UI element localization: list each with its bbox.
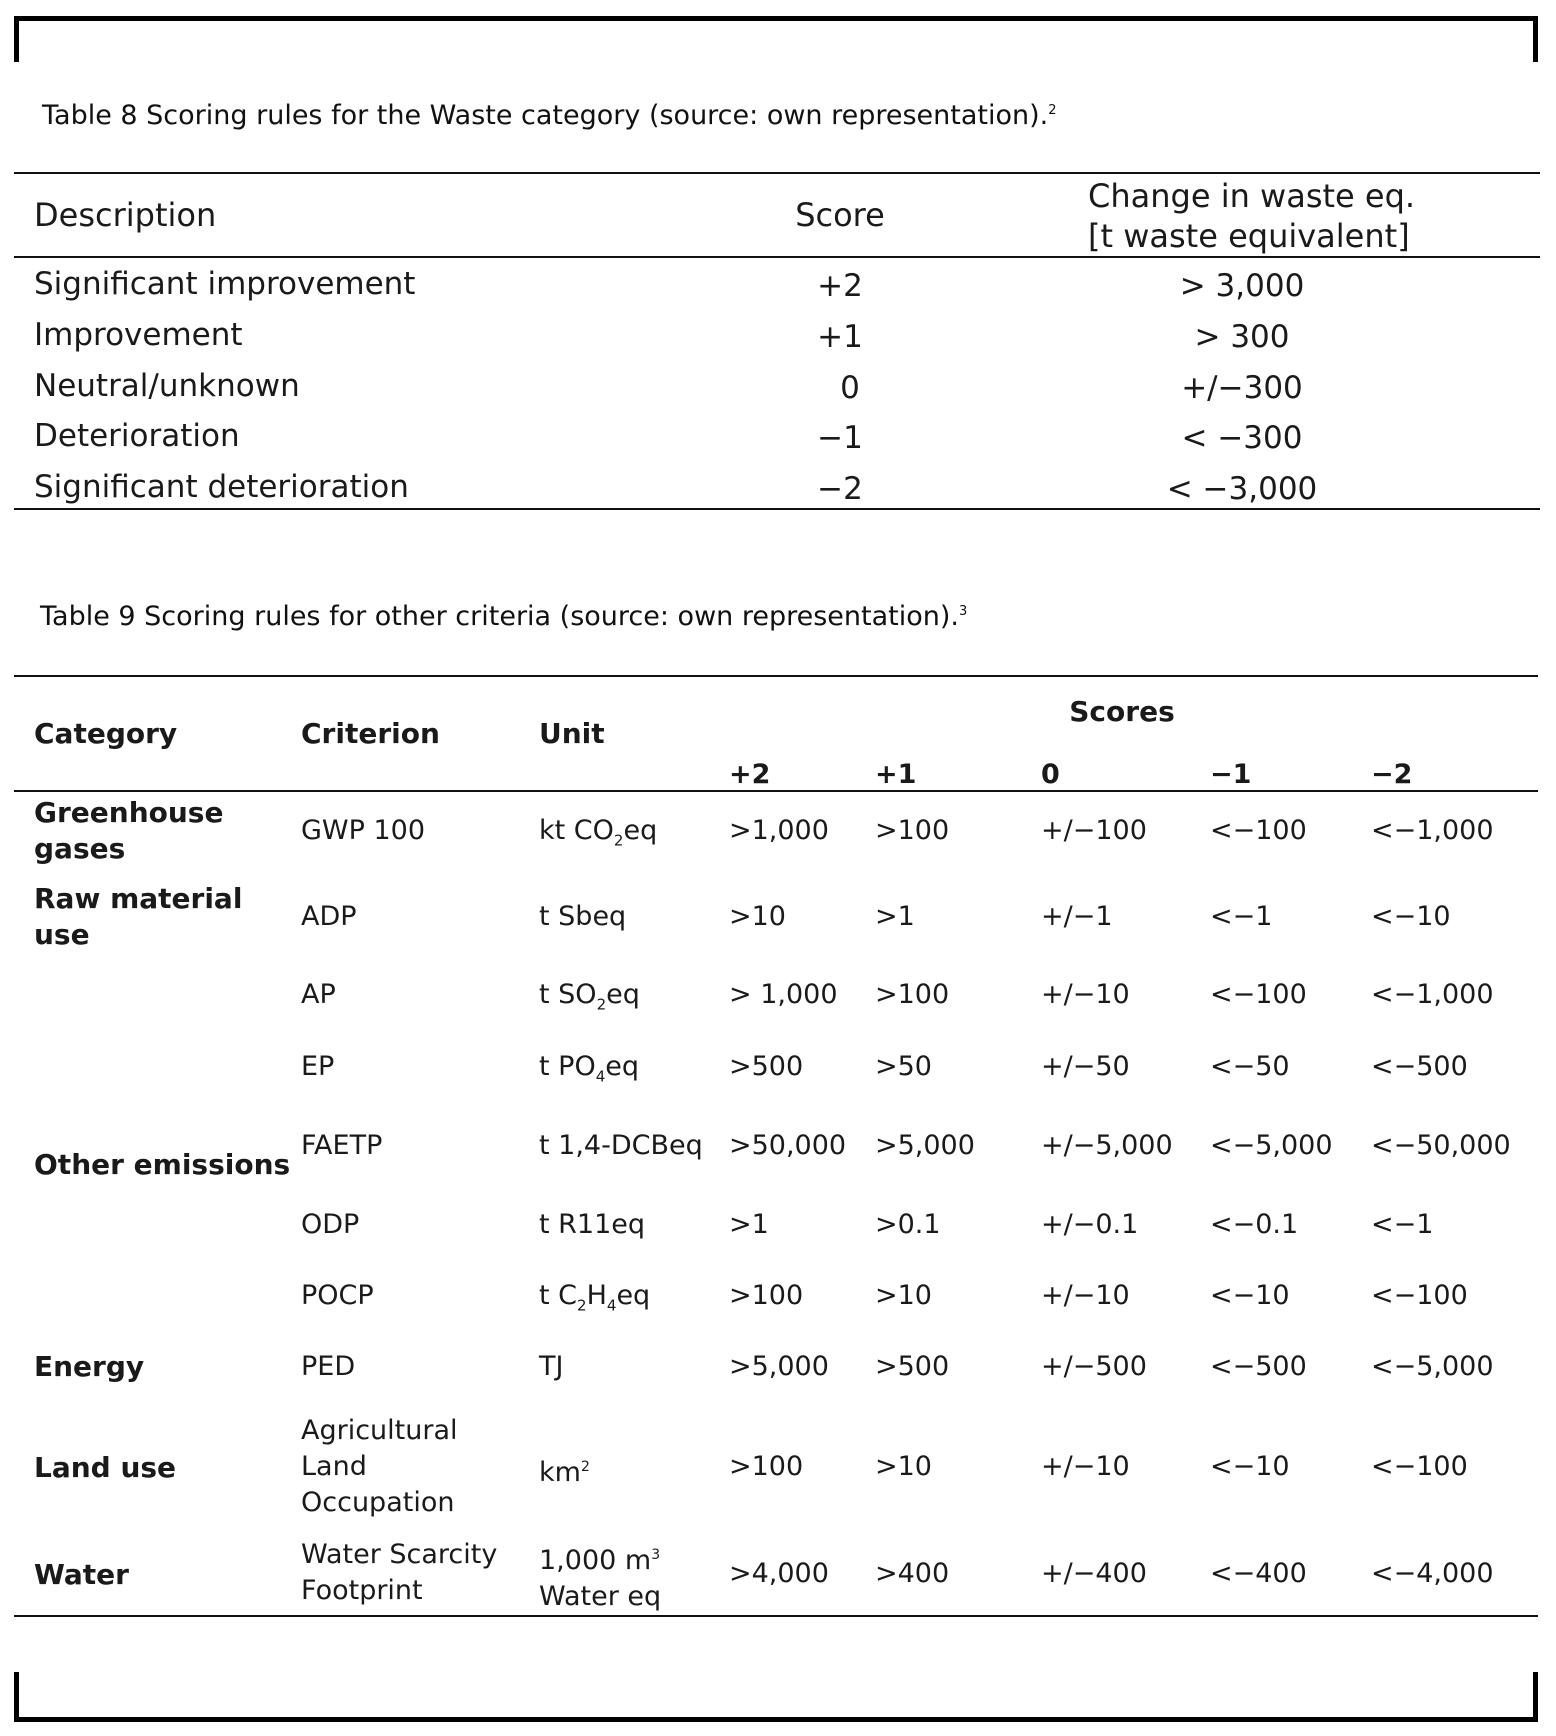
table8-row1-change: > 3,000 xyxy=(1179,268,1305,304)
table8-row4-change: < −300 xyxy=(1181,420,1303,456)
table8-caption xyxy=(42,100,1057,131)
table9-row-ped-plus1: >500 xyxy=(875,1351,950,1382)
table8-row3-score: 0 xyxy=(840,370,860,406)
table9-row-ped-plus2: >5,000 xyxy=(729,1351,829,1382)
table8-header-change xyxy=(1088,176,1415,256)
table8-row4-score: −1 xyxy=(817,420,863,456)
table9-row-land-unit xyxy=(539,1449,590,1491)
unit-suffix: eq xyxy=(606,979,640,1010)
table8-row1-score: +2 xyxy=(817,268,863,304)
unit-text: km xyxy=(539,1457,581,1488)
table8-header-change-line1: Change in waste eq. xyxy=(1088,177,1416,215)
page-frame-top xyxy=(14,16,1538,62)
table9-row-ap-plus1: >100 xyxy=(875,979,950,1010)
table9-row-gwp-zero: +/−100 xyxy=(1041,815,1147,846)
table9-row-land-zero: +/−10 xyxy=(1041,1451,1130,1482)
table9-row-gwp-plus2: >1,000 xyxy=(729,815,829,846)
unit-line1 xyxy=(539,1537,661,1579)
unit-text: t PO xyxy=(539,1051,596,1082)
table8-header-score: Score xyxy=(795,196,885,234)
criterion-line1: Water Scarcity xyxy=(301,1539,498,1570)
table9-row-ap-zero: +/−10 xyxy=(1041,979,1130,1010)
table9-row-gwp-criterion: GWP 100 xyxy=(301,815,426,846)
table9-category-raw-line1: Raw material xyxy=(34,882,243,915)
unit-superscript: 2 xyxy=(580,1459,590,1475)
table9-row-faetp-zero: +/−5,000 xyxy=(1041,1130,1173,1161)
table9-row-gwp-unit xyxy=(539,813,657,858)
table9-row-ped-minus1: <−500 xyxy=(1210,1351,1307,1382)
table9-row-land-minus2: <−100 xyxy=(1371,1451,1468,1482)
table8-row2-score: +1 xyxy=(817,319,863,355)
table9-row-adp-minus2: <−10 xyxy=(1371,901,1451,932)
table9-header-score-minus2: −2 xyxy=(1371,759,1413,790)
table8-caption-footnote: 2 xyxy=(1048,103,1057,118)
unit-suffix: eq xyxy=(605,1051,639,1082)
table9-header-criterion: Criterion xyxy=(301,717,440,750)
table8 xyxy=(14,172,1540,512)
unit-text: t C xyxy=(539,1280,578,1311)
unit-suffix: eq xyxy=(616,1280,651,1311)
table9-row-odp-zero: +/−0.1 xyxy=(1041,1209,1139,1240)
table9-row-land-plus1: >10 xyxy=(875,1451,932,1482)
table9-header-score-zero: 0 xyxy=(1041,759,1060,790)
table8-row1-description: Significant improvement xyxy=(34,266,416,302)
table9-caption-text: Table 9 Scoring rules for other criteria (source: own representation). xyxy=(40,601,959,632)
unit-subscript: 2 xyxy=(577,1296,587,1315)
table9-row-odp-criterion: ODP xyxy=(301,1209,360,1240)
unit-line2: Water eq xyxy=(539,1581,662,1612)
table9-row-pocp-plus2: >100 xyxy=(729,1280,804,1311)
table9-header-scores: Scores xyxy=(1069,695,1175,728)
table8-row3-description: Neutral/unknown xyxy=(34,368,300,404)
table9-row-water-unit xyxy=(539,1537,661,1615)
table9-row-ped-unit: TJ xyxy=(539,1351,564,1382)
table8-row4-description: Deterioration xyxy=(34,418,240,454)
table8-row5-score: −2 xyxy=(817,471,863,507)
table9-row-land-criterion xyxy=(301,1413,458,1521)
table9-row-ped-criterion: PED xyxy=(301,1351,356,1382)
table9 xyxy=(14,675,1538,1625)
table9-row-odp-plus1: >0.1 xyxy=(875,1209,941,1240)
table9-row-adp-zero: +/−1 xyxy=(1041,901,1113,932)
table9-header-category: Category xyxy=(34,717,178,750)
table9-row-ap-unit xyxy=(539,977,640,1022)
table9-row-adp-criterion: ADP xyxy=(301,901,357,932)
table9-row-ep-plus2: >500 xyxy=(729,1051,804,1082)
table9-row-water-minus2: <−4,000 xyxy=(1371,1558,1494,1589)
table9-category-greenhouse-line1: Greenhouse xyxy=(34,796,224,829)
criterion-line3: Occupation xyxy=(301,1487,455,1518)
criterion-line1: Agricultural xyxy=(301,1415,458,1446)
table9-row-faetp-criterion: FAETP xyxy=(301,1130,383,1161)
table9-row-ap-criterion: AP xyxy=(301,979,336,1010)
table9-row-adp-unit: t Sbeq xyxy=(539,901,627,932)
table8-bottom-rule xyxy=(14,508,1540,510)
table9-category-other-emissions: Other emissions xyxy=(34,1148,291,1181)
table8-row2-description: Improvement xyxy=(34,317,243,353)
table9-header-rule xyxy=(14,790,1538,792)
table9-row-faetp-minus1: <−5,000 xyxy=(1210,1130,1333,1161)
table9-row-pocp-plus1: >10 xyxy=(875,1280,932,1311)
table9-header-score-plus2: +2 xyxy=(729,759,771,790)
table9-row-pocp-minus2: <−100 xyxy=(1371,1280,1468,1311)
table9-row-ep-plus1: >50 xyxy=(875,1051,932,1082)
table9-row-pocp-criterion: POCP xyxy=(301,1280,374,1311)
table9-caption xyxy=(40,601,967,632)
table8-header-description: Description xyxy=(34,196,217,234)
table9-row-gwp-minus1: <−100 xyxy=(1210,815,1307,846)
table9-row-ped-minus2: <−5,000 xyxy=(1371,1351,1494,1382)
table9-row-ap-plus2: > 1,000 xyxy=(729,979,838,1010)
criterion-line2: Land xyxy=(301,1451,367,1482)
table9-row-gwp-plus1: >100 xyxy=(875,815,950,846)
table9-row-pocp-zero: +/−10 xyxy=(1041,1280,1130,1311)
table9-header-score-minus1: −1 xyxy=(1210,759,1252,790)
table9-caption-footnote: 3 xyxy=(958,604,968,619)
table9-category-greenhouse-line2: gases xyxy=(34,832,126,865)
unit-text: t SO xyxy=(539,979,597,1010)
unit-suffix: eq xyxy=(623,815,658,846)
table8-header-rule xyxy=(14,256,1540,258)
table9-row-faetp-unit: t 1,4-DCBeq xyxy=(539,1130,703,1161)
table8-row5-change: < −3,000 xyxy=(1166,471,1318,507)
table9-row-adp-minus1: <−1 xyxy=(1210,901,1273,932)
table9-row-pocp-minus1: <−10 xyxy=(1210,1280,1290,1311)
table9-row-ped-zero: +/−500 xyxy=(1041,1351,1147,1382)
unit-subscript: 2 xyxy=(613,831,624,850)
table9-row-adp-plus1: >1 xyxy=(875,901,915,932)
table9-row-faetp-minus2: <−50,000 xyxy=(1371,1130,1511,1161)
table9-row-odp-unit: t R11eq xyxy=(539,1209,646,1240)
table9-row-faetp-plus1: >5,000 xyxy=(875,1130,975,1161)
table9-top-rule xyxy=(14,675,1538,677)
table9-row-ep-zero: +/−50 xyxy=(1041,1051,1130,1082)
table8-header-change-line2: [t waste equivalent] xyxy=(1088,217,1410,255)
table9-row-pocp-unit xyxy=(539,1278,650,1323)
table9-row-water-plus1: >400 xyxy=(875,1558,950,1589)
table9-row-land-minus1: <−10 xyxy=(1210,1451,1290,1482)
table9-row-ep-minus1: <−50 xyxy=(1210,1051,1290,1082)
table9-row-ap-minus2: <−1,000 xyxy=(1371,979,1494,1010)
table9-row-odp-minus2: <−1 xyxy=(1371,1209,1434,1240)
table9-row-ep-criterion: EP xyxy=(301,1051,335,1082)
table9-row-water-minus1: <−400 xyxy=(1210,1558,1307,1589)
table9-row-land-plus2: >100 xyxy=(729,1451,804,1482)
table9-row-gwp-minus2: <−1,000 xyxy=(1371,815,1494,846)
table9-row-water-zero: +/−400 xyxy=(1041,1558,1147,1589)
table8-top-rule xyxy=(14,172,1540,174)
table9-category-land-use: Land use xyxy=(34,1451,177,1484)
unit-text: 1,000 m xyxy=(539,1545,652,1576)
unit-superscript: 3 xyxy=(651,1547,661,1563)
page-frame-bottom xyxy=(14,1672,1538,1722)
table9-row-odp-minus1: <−0.1 xyxy=(1210,1209,1299,1240)
table8-caption-text: Table 8 Scoring rules for the Waste category (source: own representation). xyxy=(42,100,1049,131)
table8-row5-description: Significant deterioration xyxy=(34,469,409,505)
table9-row-ep-minus2: <−500 xyxy=(1371,1051,1468,1082)
unit-subscript: 4 xyxy=(595,1067,606,1086)
table9-category-greenhouse-gases xyxy=(34,795,223,867)
table9-row-ap-minus1: <−100 xyxy=(1210,979,1307,1010)
criterion-line2: Footprint xyxy=(301,1575,423,1606)
table9-category-raw-line2: use xyxy=(34,918,90,951)
table9-header-score-plus1: +1 xyxy=(875,759,917,790)
table9-row-water-plus2: >4,000 xyxy=(729,1558,829,1589)
table9-row-odp-plus2: >1 xyxy=(729,1209,769,1240)
table9-category-raw-material-use xyxy=(34,881,242,953)
table9-category-water: Water xyxy=(34,1558,129,1591)
table9-row-water-criterion xyxy=(301,1537,497,1609)
unit-text: kt CO xyxy=(539,815,614,846)
table9-bottom-rule xyxy=(14,1615,1538,1617)
table9-header-unit: Unit xyxy=(539,717,605,750)
table8-row3-change: +/−300 xyxy=(1181,370,1303,406)
table9-category-energy: Energy xyxy=(34,1350,145,1383)
unit-subscript: 2 xyxy=(596,995,607,1014)
table8-row2-change: > 300 xyxy=(1194,319,1290,355)
table9-row-ep-unit xyxy=(539,1049,639,1094)
unit-subscript-2: 4 xyxy=(606,1296,617,1315)
table9-row-adp-plus2: >10 xyxy=(729,901,786,932)
table9-row-faetp-plus2: >50,000 xyxy=(729,1130,847,1161)
unit-mid: H xyxy=(586,1280,607,1311)
